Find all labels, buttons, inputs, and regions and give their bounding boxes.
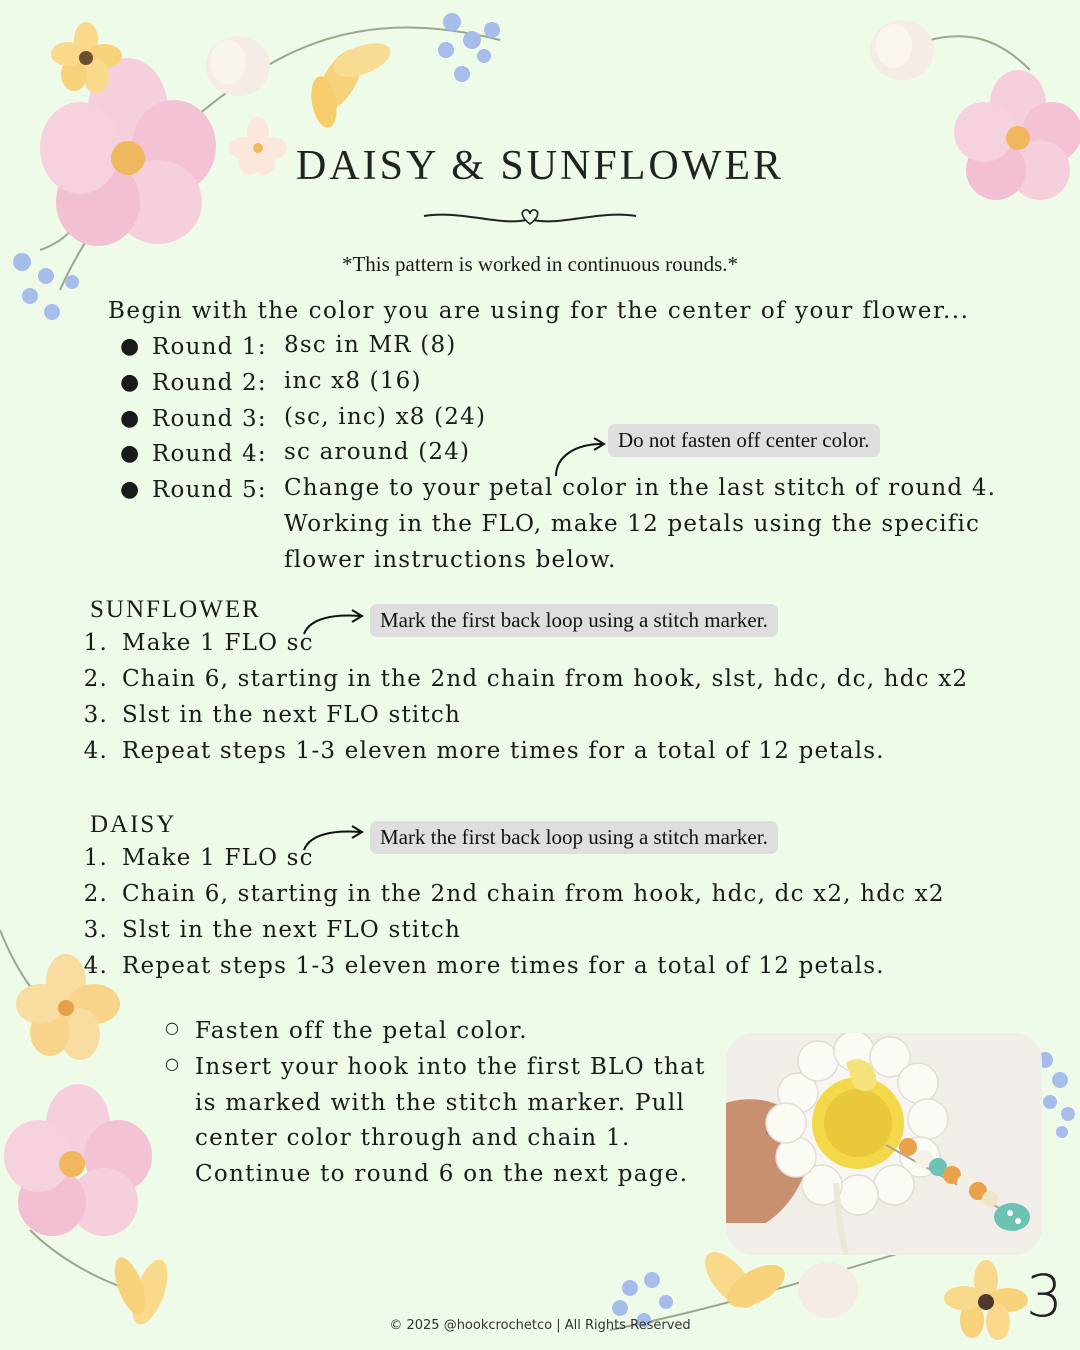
list-item bbox=[74, 881, 1054, 917]
step-text: Slst in the next FLO stitch bbox=[122, 917, 462, 943]
step-number: 1. bbox=[83, 845, 108, 871]
step-text: Chain 6, starting in the 2nd chain from hook, hdc, dc x2, hdc x2 bbox=[122, 881, 945, 907]
round-label: Round 2: bbox=[152, 369, 267, 396]
page-title: DAISY & SUNFLOWER bbox=[295, 143, 785, 189]
hollow-bullet-icon: ○ bbox=[165, 1053, 181, 1073]
step-text: Make 1 FLO sc bbox=[122, 845, 314, 871]
finishing-list bbox=[165, 1014, 725, 1193]
callout-stitch-marker: Mark the first back loop using a stitch marker. bbox=[370, 604, 778, 637]
step-number: 1. bbox=[83, 630, 108, 656]
hollow-bullet-icon: ○ bbox=[165, 1018, 181, 1037]
step-text: Repeat steps 1-3 eleven more times for a total of 12 petals. bbox=[122, 738, 885, 764]
bullet-icon: ● bbox=[120, 369, 141, 395]
pattern-note: *This pattern is worked in continuous rounds.* bbox=[341, 252, 739, 276]
callout-stitch-marker: Mark the first back loop using a stitch marker. bbox=[370, 821, 778, 854]
bullet-icon: ● bbox=[120, 334, 141, 359]
step-text: Make 1 FLO sc bbox=[122, 630, 314, 656]
bullet-icon: ● bbox=[120, 477, 141, 503]
finish-text: Fasten off the petal color. bbox=[195, 1018, 528, 1044]
list-item bbox=[74, 666, 1054, 702]
sunflower-heading: SUNFLOWER bbox=[90, 596, 261, 623]
tulip-bud-icon bbox=[870, 20, 934, 80]
round-text: 8sc in MR (8) bbox=[284, 332, 457, 358]
step-number: 3. bbox=[83, 702, 108, 728]
round-text: Change to your petal color in the last stitch of round 4. Working in the FLO, make 12 petals using the specific flower instructions below. bbox=[284, 475, 997, 573]
floral-decoration-top-right bbox=[840, 0, 1080, 240]
crochet-photo bbox=[726, 1033, 1042, 1255]
step-text: Repeat steps 1-3 eleven more times for a total of 12 petals. bbox=[122, 953, 885, 979]
daisy-steps bbox=[74, 845, 1054, 989]
step-text: Slst in the next FLO stitch bbox=[122, 702, 462, 728]
round-label: Round 3: bbox=[152, 405, 267, 432]
step-number: 3. bbox=[83, 917, 108, 943]
finish-text: Insert your hook into the first BLO that is marked with the stitch marker. Pull center color through and chain 1. Continue to round 6 on the next page. bbox=[195, 1053, 706, 1188]
step-number: 4. bbox=[83, 953, 108, 979]
round-label: Round 4: bbox=[152, 441, 267, 468]
intro-text: Begin with the color you are using for the center of your flower... bbox=[108, 298, 970, 324]
round-label: Round 5: bbox=[152, 477, 267, 504]
curved-arrow-icon bbox=[548, 434, 610, 478]
list-item bbox=[165, 1014, 725, 1050]
round-text: (sc, inc) x8 (24) bbox=[284, 403, 487, 430]
heart-divider-icon bbox=[420, 204, 640, 230]
list-item bbox=[74, 630, 1054, 666]
list-item bbox=[74, 845, 1054, 881]
yellow-lily-icon bbox=[308, 37, 395, 130]
list-item bbox=[165, 1050, 725, 1193]
callout-center-color: Do not fasten off center color. bbox=[608, 424, 880, 457]
daisy-heading: DAISY bbox=[90, 811, 177, 838]
copyright-footer: © 2025 @hookcrochetco | All Rights Reserved bbox=[389, 1318, 691, 1333]
pink-flower-icon bbox=[4, 1084, 152, 1236]
step-number: 2. bbox=[83, 881, 108, 907]
sunflower-steps bbox=[74, 630, 1054, 774]
bullet-icon: ● bbox=[120, 441, 141, 467]
list-item bbox=[74, 702, 1054, 738]
tulip-bud-icon bbox=[206, 36, 270, 96]
bullet-icon: ● bbox=[120, 405, 141, 431]
step-number: 4. bbox=[83, 738, 108, 764]
tulip-bud-icon bbox=[798, 1262, 858, 1318]
round-text: inc x8 (16) bbox=[284, 367, 422, 394]
page-number: 3 bbox=[1026, 1262, 1063, 1330]
step-number: 2. bbox=[83, 666, 108, 692]
step-text: Chain 6, starting in the 2nd chain from hook, slst, hdc, dc, hdc x2 bbox=[122, 666, 969, 692]
list-item bbox=[74, 738, 1054, 774]
list-item bbox=[74, 917, 1054, 953]
round-text: sc around (24) bbox=[284, 439, 471, 466]
list-item bbox=[120, 477, 1050, 578]
list-item bbox=[74, 953, 1054, 989]
round-label: Round 1: bbox=[152, 334, 267, 360]
